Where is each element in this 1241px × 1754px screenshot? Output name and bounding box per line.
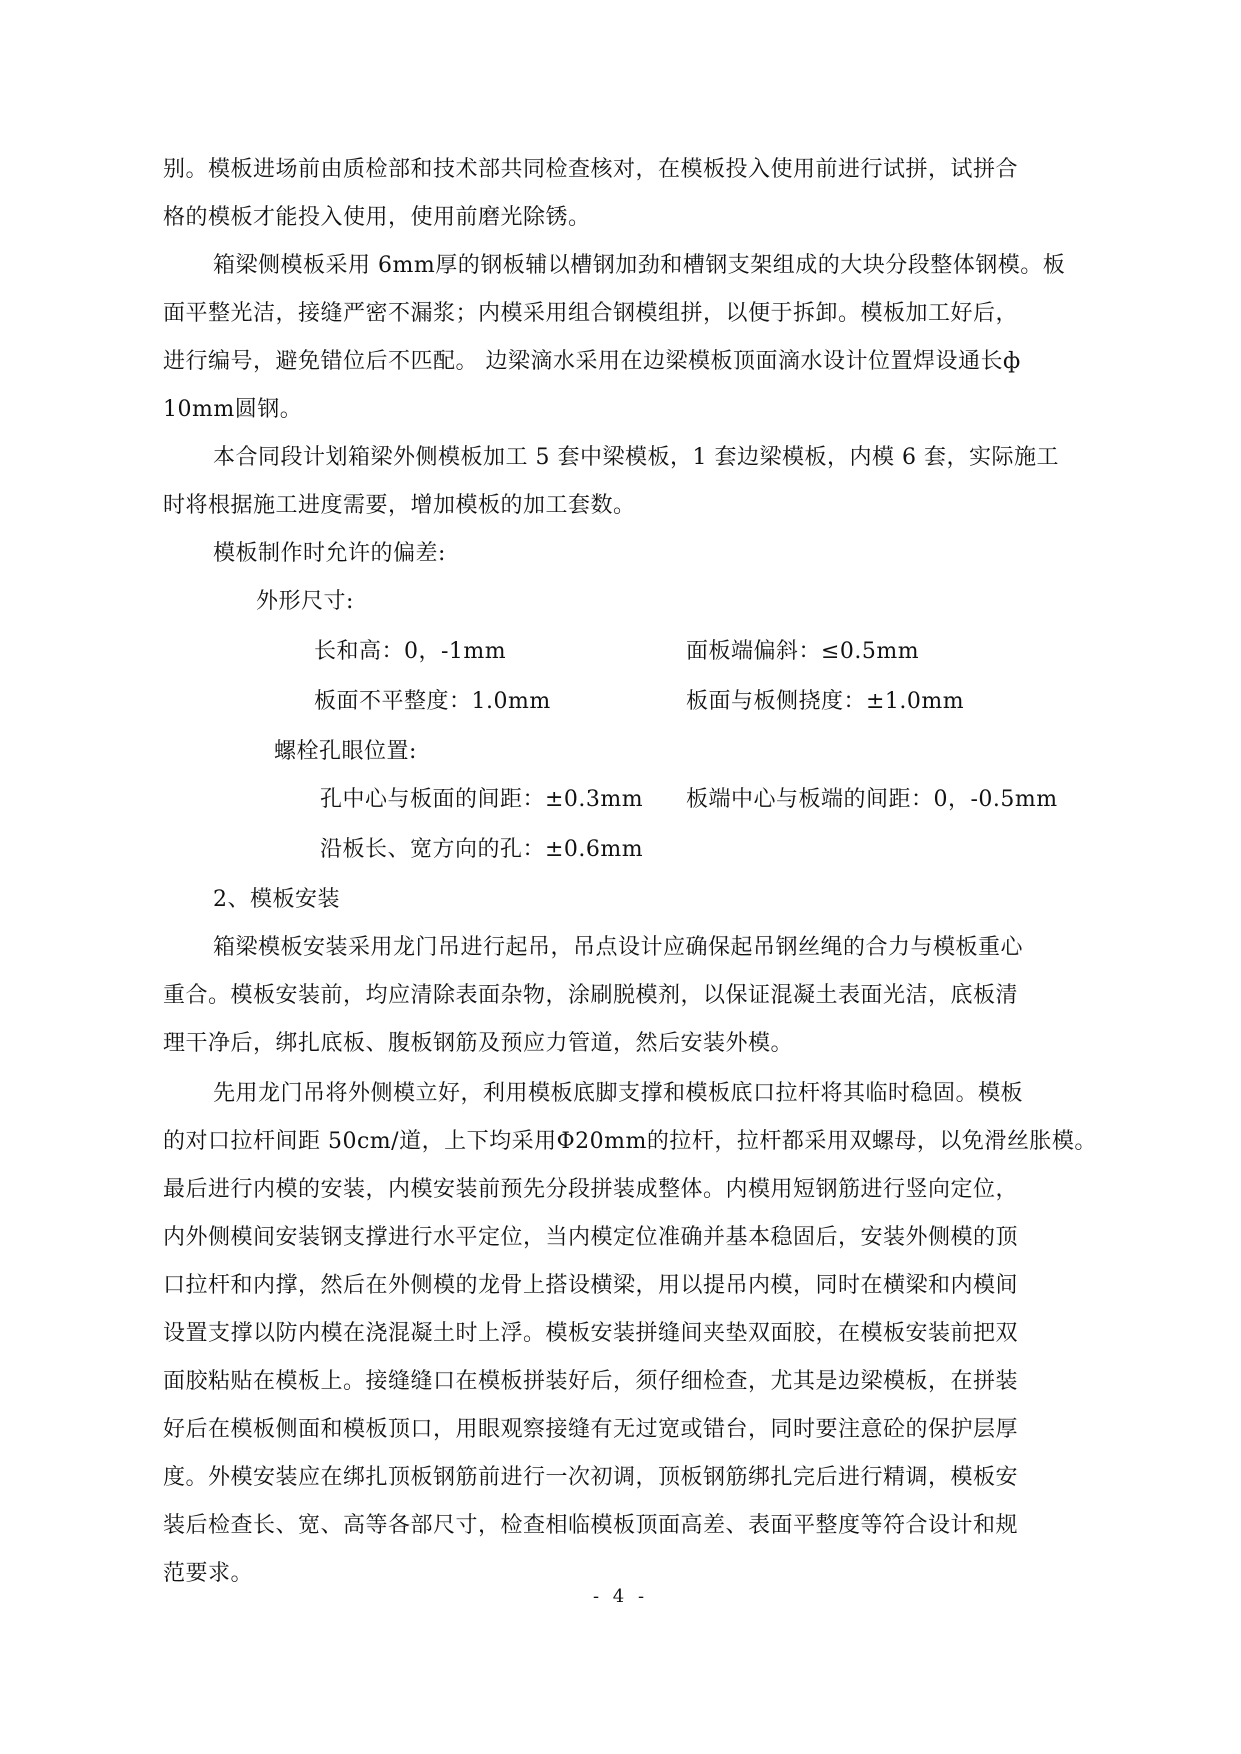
tolerance-item: 面板端偏斜：≤0.5mm <box>686 639 920 664</box>
tolerance-heading: 模板制作时允许的偏差: <box>213 541 446 566</box>
paragraph-line: 箱梁模板安装采用龙门吊进行起吊，吊点设计应确保起吊钢丝绳的合力与模板重心 <box>213 935 1024 960</box>
paragraph-line: 的对口拉杆间距 50cm/道，上下均采用Φ20mm的拉杆，拉杆都采用双螺母，以免滑丝胀模。 <box>163 1129 1097 1154</box>
paragraph-line: 本合同段计划箱梁外侧模板加工 5 套中梁模板，1 套边梁模板，内模 6 套，实际施工 <box>213 445 1059 470</box>
shape-dimensions-label: 外形尺寸: <box>256 589 354 614</box>
paragraph-line: 设置支撑以防内模在浇混凝土时上浮。模板安装拼缝间夹垫双面胶，在模板安装前把双 <box>163 1321 1019 1346</box>
page-number: - 4 - <box>592 1586 649 1607</box>
paragraph-line: 最后进行内模的安装，内模安装前预先分段拼装成整体。内模用短钢筋进行竖向定位， <box>163 1177 1019 1202</box>
paragraph-line: 箱梁侧模板采用 6mm厚的钢板辅以槽钢加劲和槽钢支架组成的大块分段整体钢模。板 <box>213 253 1066 278</box>
paragraph-line: 面胶粘贴在模板上。接缝缝口在模板拼装好后，须仔细检查，尤其是边梁模板，在拼装 <box>163 1369 1019 1394</box>
paragraph-line: 口拉杆和内撑，然后在外侧模的龙骨上搭设横梁，用以提吊内模，同时在横梁和内模间 <box>163 1273 1019 1298</box>
paragraph-line: 内外侧模间安装钢支撑进行水平定位，当内模定位准确并基本稳固后，安装外侧模的顶 <box>163 1225 1019 1250</box>
paragraph-line: 度。外模安装应在绑扎顶板钢筋前进行一次初调，顶板钢筋绑扎完后进行精调，模板安 <box>163 1465 1019 1490</box>
tolerance-item: 长和高：0，-1mm <box>314 639 507 664</box>
paragraph-line: 进行编号，避免错位后不匹配。 边梁滴水采用在边梁模板顶面滴水设计位置焊设通长ф <box>163 349 1021 374</box>
paragraph-line: 装后检查长、宽、高等各部尺寸，检查相临模板顶面高差、表面平整度等符合设计和规 <box>163 1513 1019 1538</box>
paragraph-line: 面平整光洁，接缝严密不漏浆；内模采用组合钢模组拼，以便于拆卸。模板加工好后， <box>163 301 1019 326</box>
section-heading: 2、模板安装 <box>213 887 340 912</box>
paragraph-line: 时将根据施工进度需要，增加模板的加工套数。 <box>163 493 636 518</box>
tolerance-item: 沿板长、宽方向的孔：±0.6mm <box>320 837 644 862</box>
tolerance-item: 板面不平整度：1.0mm <box>314 689 551 714</box>
paragraph-line: 理干净后，绑扎底板、腹板钢筋及预应力管道，然后安装外模。 <box>163 1031 794 1056</box>
paragraph-line: 别。模板进场前由质检部和技术部共同检查核对，在模板投入使用前进行试拼，试拼合 <box>163 157 1019 182</box>
paragraph-line: 好后在模板侧面和模板顶口，用眼观察接缝有无过宽或错台，同时要注意砼的保护层厚 <box>163 1417 1019 1442</box>
bolt-hole-position-label: 螺栓孔眼位置: <box>274 739 417 764</box>
tolerance-item: 板端中心与板端的间距：0，-0.5mm <box>686 787 1058 812</box>
paragraph-line: 先用龙门吊将外侧模立好，利用模板底脚支撑和模板底口拉杆将其临时稳固。模板 <box>213 1081 1024 1106</box>
paragraph-line: 重合。模板安装前，均应清除表面杂物，涂刷脱模剂，以保证混凝土表面光洁，底板清 <box>163 983 1019 1008</box>
paragraph-line: 范要求。 <box>163 1561 254 1586</box>
paragraph-line: 10mm圆钢。 <box>163 397 303 422</box>
tolerance-item: 孔中心与板面的间距：±0.3mm <box>320 787 644 812</box>
paragraph-line: 格的模板才能投入使用，使用前磨光除锈。 <box>163 205 591 230</box>
tolerance-item: 板面与板侧挠度：±1.0mm <box>686 689 965 714</box>
